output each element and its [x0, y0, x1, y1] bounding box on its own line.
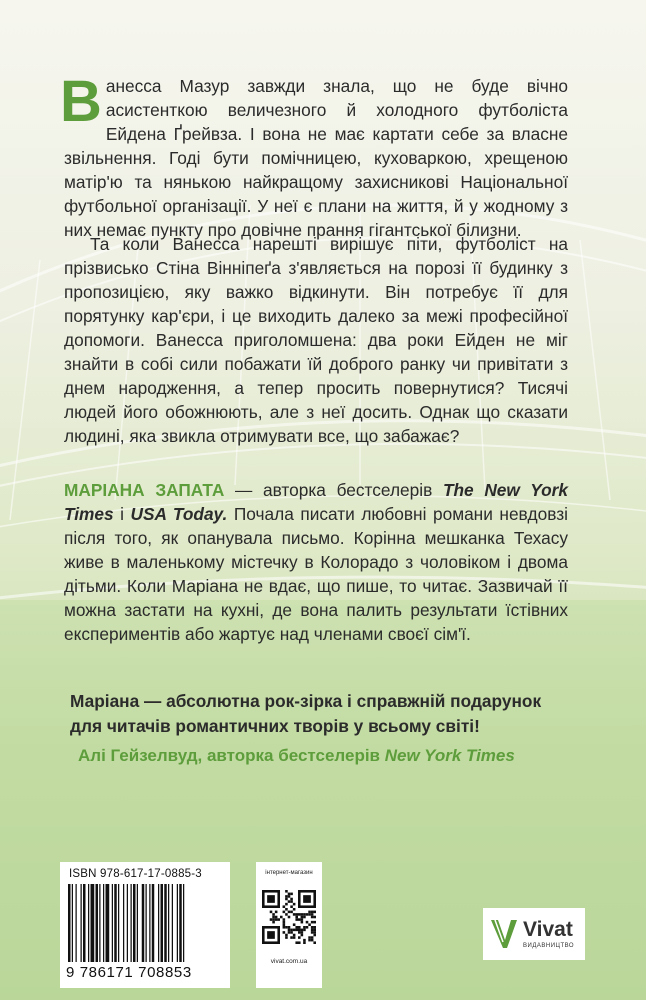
qr-module: [283, 926, 286, 929]
qr-module: [283, 905, 286, 908]
qr-module: [272, 916, 275, 919]
qr-module: [270, 911, 273, 914]
author-bio: [64, 478, 568, 646]
qr-module: [298, 931, 301, 934]
qr-module: [303, 941, 306, 944]
barcode-digits: 9 786171 708853: [66, 964, 192, 981]
qr-module: [313, 929, 316, 932]
qr-module: [285, 926, 288, 929]
barcode-bar: [164, 884, 167, 962]
qr-module: [285, 903, 288, 906]
qr-module: [313, 916, 316, 919]
qr-module: [290, 929, 293, 932]
publication-usa-today: USA Today.: [130, 504, 228, 524]
qr-module: [301, 934, 304, 937]
qr-module: [311, 916, 314, 919]
qr-module: [303, 926, 306, 929]
qr-module: [293, 923, 296, 926]
review-quote: Маріана — абсолютна рок-зірка і справжній подарунок для читачів романтичних творів у всьому світі!: [70, 691, 542, 736]
barcode-bar: [103, 884, 104, 962]
isbn-barcode-block: [60, 862, 230, 988]
qr-module: [285, 913, 288, 916]
qr-module: [311, 931, 314, 934]
qr-module: [288, 929, 291, 932]
qr-module: [285, 908, 288, 911]
qr-module: [308, 939, 311, 942]
qr-module: [308, 923, 311, 926]
qr-module: [295, 918, 298, 921]
barcode-bar: [149, 884, 150, 962]
qr-module: [285, 895, 288, 898]
isbn-label: ISBN 978-617-17-0885-3: [69, 868, 202, 880]
qr-module: [308, 913, 311, 916]
qr-module: [303, 929, 306, 932]
vivat-logo-icon: [489, 916, 519, 952]
barcode-bar: [83, 884, 86, 962]
qr-module: [306, 926, 309, 929]
qr-top-label: інтернет-магазин: [265, 870, 313, 876]
qr-module: [272, 913, 275, 916]
qr-module: [306, 921, 309, 924]
barcode-bar: [91, 884, 95, 962]
quote-attribution-publication: New York Times: [384, 746, 515, 765]
qr-module: [277, 918, 280, 921]
barcode-bar: [118, 884, 119, 962]
qr-module: [298, 941, 301, 944]
quote-attribution: [78, 746, 515, 766]
barcode-bar: [179, 884, 182, 962]
barcode-bar: [133, 884, 136, 962]
qr-module: [295, 929, 298, 932]
qr-module: [311, 926, 314, 929]
qr-module: [313, 941, 316, 944]
qr-module: [313, 931, 316, 934]
barcode-bar: [68, 884, 71, 962]
barcode-bar: [183, 884, 184, 962]
qr-module: [301, 918, 304, 921]
barcode-bar: [137, 884, 138, 962]
barcode-bar: [142, 884, 145, 962]
barcode-bar: [114, 884, 117, 962]
qr-module: [298, 929, 301, 932]
barcode-bar: [112, 884, 113, 962]
qr-code-icon: [262, 890, 316, 944]
qr-module: [288, 893, 291, 896]
qr-module: [275, 916, 278, 919]
barcode-bar: [161, 884, 164, 962]
qr-module: [288, 926, 291, 929]
barcode-bar: [127, 884, 128, 962]
qr-module: [283, 921, 286, 924]
qr-module: [285, 898, 288, 901]
qr-module: [311, 921, 314, 924]
qr-module: [303, 895, 311, 903]
qr-module: [290, 898, 293, 901]
qr-module: [288, 895, 291, 898]
publisher-name: Vivat: [523, 918, 573, 941]
qr-code-block: [256, 862, 322, 988]
author-bio-text-3: Почала писати любовні романи невдовзі після того, як опанувала письмо. Корінна мешканка Техасу живе в маленькому містечку в Колорадо з чоловіком і двома дітьми. Коли Маріана не вдає, що пише, то читає. Зазвичай її можна застати на кухні, де вона палить результати їстівних експериментів або жартує над членами своєї сім'ї.: [64, 504, 568, 644]
barcode-bar: [146, 884, 147, 962]
qr-module: [295, 916, 298, 919]
qr-module: [311, 911, 314, 914]
qr-module: [313, 921, 316, 924]
quote-attribution-text: Алі Гейзелвуд, авторка бестселерів: [78, 746, 385, 765]
qr-module: [267, 931, 275, 939]
qr-module: [295, 913, 298, 916]
qr-module: [311, 936, 314, 939]
qr-module: [285, 936, 288, 939]
qr-module: [303, 913, 306, 916]
barcode-bar: [76, 884, 77, 962]
qr-module: [293, 913, 296, 916]
barcode-bar: [172, 884, 173, 962]
qr-module: [295, 941, 298, 944]
blurb-paragraph-1: [60, 69, 568, 242]
drop-cap: В: [60, 69, 102, 134]
qr-module: [298, 936, 301, 939]
qr-module: [283, 918, 286, 921]
qr-module: [290, 911, 293, 914]
qr-module: [293, 908, 296, 911]
publisher-subtitle: ВИДАВНИЦТВО: [523, 943, 575, 949]
barcode-icon: [68, 884, 224, 962]
qr-module: [301, 913, 304, 916]
barcode-bar: [152, 884, 155, 962]
barcode-bar: [177, 884, 178, 962]
qr-module: [290, 900, 293, 903]
publisher-logo: [483, 908, 585, 960]
qr-module: [290, 893, 293, 896]
qr-module: [293, 929, 296, 932]
qr-module: [275, 911, 278, 914]
qr-module: [301, 931, 304, 934]
barcode-bar: [88, 884, 89, 962]
qr-url: vivat.com.ua: [270, 958, 308, 965]
blurb-paragraph-2: Та коли Ванесса нарешті вирішує піти, футболіст на прізвисько Стіна Вінніпеґа з'являється на порозі її будинку з пропозицією, яку важко відкинути. Він потребує її для порятунку кар'єри, і це виходить далеко за межі професійної допомоги. Ванесса приголомшена: два роки Ейден не міг знайти в собі сили побажати їй доброго ранку чи привітати з днем народження, а тепер просить повернутися? Тисячі людей його обожнюють, але з неї досить. Однак що сказати людині, яка звикла отримувати все, що забажає?: [64, 234, 568, 446]
qr-module: [313, 926, 316, 929]
qr-module: [275, 918, 278, 921]
qr-module: [290, 931, 293, 934]
qr-module: [311, 939, 314, 942]
qr-module: [288, 931, 291, 934]
barcode-bar: [168, 884, 169, 962]
author-bio-text-1: — авторка бестселерів: [224, 480, 443, 500]
barcode-bar: [131, 884, 132, 962]
qr-module: [288, 900, 291, 903]
barcode-bar: [158, 884, 159, 962]
qr-module: [280, 916, 283, 919]
qr-module: [267, 895, 275, 903]
qr-module: [313, 911, 316, 914]
qr-module: [293, 936, 296, 939]
qr-module: [283, 923, 286, 926]
qr-module: [288, 916, 291, 919]
barcode-bar: [81, 884, 82, 962]
qr-module: [293, 934, 296, 937]
author-bio-text-2: і: [113, 504, 131, 524]
qr-module: [306, 913, 309, 916]
qr-module: [293, 903, 296, 906]
qr-module: [303, 916, 306, 919]
qr-module: [301, 921, 304, 924]
qr-module: [270, 918, 273, 921]
qr-module: [308, 936, 311, 939]
qr-module: [303, 939, 306, 942]
qr-module: [288, 911, 291, 914]
author-name: МАРІАНА ЗАПАТА: [64, 480, 225, 500]
qr-module: [301, 916, 304, 919]
qr-module: [298, 913, 301, 916]
qr-module: [308, 911, 311, 914]
barcode-bar: [96, 884, 99, 962]
qr-module: [298, 926, 301, 929]
qr-module: [283, 911, 286, 914]
barcode-bar: [123, 884, 124, 962]
blurb-paragraph-1-text: анесса Мазур завжди знала, що не буде вічно асистенткою величезного й холодного футболіста Ейдена Ґрейвза. І вона не має картати себе за власне звільнення. Годі бути помічницею, куховаркою, хрещеною матір'ю та нянькою найкращому захисникові Національної футбольної організації. У неї є плани на життя, й у жодному з них немає пункту про довічне прання гігантської білизни.: [64, 76, 568, 240]
barcode-bar: [72, 884, 73, 962]
qr-module: [285, 890, 288, 893]
qr-module: [272, 918, 275, 921]
qr-module: [301, 929, 304, 932]
qr-module: [285, 934, 288, 937]
qr-module: [272, 921, 275, 924]
barcode-bar: [99, 884, 100, 962]
barcode-bar: [106, 884, 110, 962]
publication-nyt: The New York Times: [64, 480, 568, 524]
qr-module: [290, 936, 293, 939]
qr-module: [311, 913, 314, 916]
qr-module: [290, 905, 293, 908]
qr-module: [283, 931, 286, 934]
qr-module: [311, 929, 314, 932]
qr-module: [295, 926, 298, 929]
qr-module: [313, 934, 316, 937]
qr-module: [298, 918, 301, 921]
